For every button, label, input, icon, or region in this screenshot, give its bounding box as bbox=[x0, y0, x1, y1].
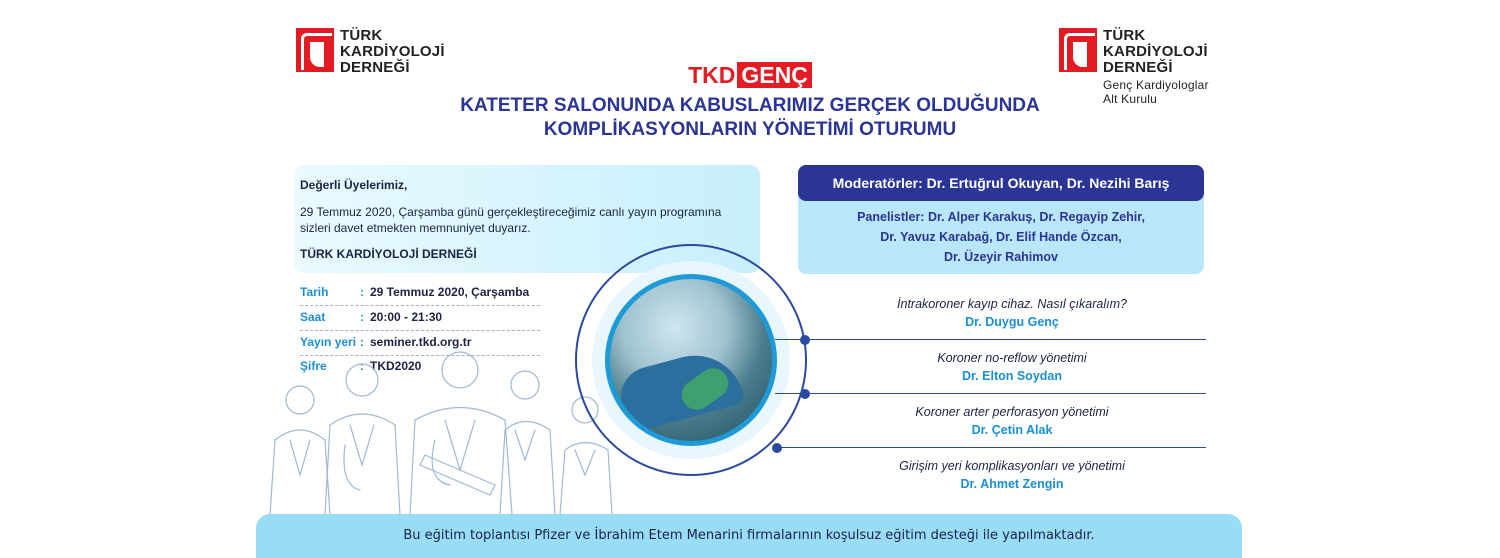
event-title bbox=[0, 94, 1500, 142]
detail-colon: : bbox=[360, 359, 364, 373]
detail-key: Şifre bbox=[300, 359, 327, 373]
invitation-body-line-2: sizleri davet etmekten memnuniyet duyarız. bbox=[300, 221, 531, 235]
session-speaker: Dr. Çetin Alak bbox=[971, 423, 1053, 437]
detail-key: Tarih bbox=[300, 285, 329, 299]
session-divider bbox=[775, 393, 1206, 394]
logo-sub-2: Alt Kurulu bbox=[1103, 92, 1158, 106]
session-topic: Koroner no-reflow yönetimi bbox=[937, 351, 1087, 365]
logo-line-1: TÜRK bbox=[340, 27, 383, 44]
title-line-1: KATETER SALONUNDA KABUSLARIMIZ GERÇEK OLDUĞUNDA bbox=[460, 95, 1040, 116]
detail-colon: : bbox=[360, 335, 364, 349]
greeting: Değerli Üyelerimiz, bbox=[300, 178, 408, 192]
logo-line-3: DERNEĞİ bbox=[1103, 59, 1173, 76]
session-divider bbox=[775, 339, 1206, 340]
title-line-2: KOMPLİKASYONLARIN YÖNETİMİ OTURUMU bbox=[543, 119, 957, 140]
detail-value: 29 Temmuz 2020, Çarşamba bbox=[370, 285, 530, 299]
session-speaker: Dr. Ahmet Zengin bbox=[960, 477, 1064, 491]
logo-line-2: KARDİYOLOJİ bbox=[1103, 43, 1208, 60]
detail-key: Saat bbox=[300, 310, 326, 324]
detail-key: Yayın yeri bbox=[300, 335, 357, 349]
moderators-bar: Moderatörler: Dr. Ertuğrul Okuyan, Dr. Nezihi Barış bbox=[798, 165, 1204, 201]
detail-value: seminer.tkd.org.tr bbox=[370, 335, 472, 349]
tkd-genc-brand bbox=[0, 59, 1500, 89]
panelists-line-2: Dr. Yavuz Karabağ, Dr. Elif Hande Özcan, bbox=[880, 230, 1122, 244]
divider-dot bbox=[800, 389, 810, 399]
detail-value: 20:00 - 21:30 bbox=[370, 310, 443, 324]
tkd-label: TKD bbox=[688, 62, 736, 88]
session-speaker: Dr. Elton Soydan bbox=[961, 369, 1062, 383]
genc-label: GENÇ bbox=[737, 62, 811, 88]
panelists-line-1: Panelistler: Dr. Alper Karakuş, Dr. Regayip Zehir, bbox=[857, 210, 1145, 224]
logo-sub-1: Genç Kardiyologlar bbox=[1103, 78, 1209, 92]
logo-line-1: TÜRK bbox=[1103, 27, 1146, 44]
session-topic: İntrakoroner kayıp cihaz. Nasıl çıkaralım? bbox=[897, 297, 1127, 311]
session-topic: Koroner arter perforasyon yönetimi bbox=[915, 405, 1109, 419]
sponsor-footer: Bu eğitim toplantısı Pfizer ve İbrahim Etem Menarini firmalarının koşulsuz eğitim desteği ile yapılmaktadır. bbox=[256, 514, 1242, 558]
invitation-body-line-1: 29 Temmuz 2020, Çarşamba günü gerçekleştireceğimiz canlı yayın programına bbox=[300, 205, 722, 219]
detail-row-date bbox=[300, 280, 540, 306]
panelists-line-3: Dr. Üzeyir Rahimov bbox=[944, 250, 1058, 264]
detail-colon: : bbox=[360, 285, 364, 299]
invitation-signature: TÜRK KARDİYOLOJİ DERNEĞİ bbox=[300, 247, 477, 261]
detail-row-time bbox=[300, 305, 540, 331]
cath-lab-photo bbox=[605, 274, 777, 446]
detail-value: TKD2020 bbox=[370, 359, 422, 373]
detail-colon: : bbox=[360, 310, 364, 324]
session-speaker: Dr. Duygu Genç bbox=[965, 315, 1059, 329]
session-divider bbox=[775, 447, 1206, 448]
logo-line-3: DERNEĞİ bbox=[340, 59, 410, 76]
session-topic: Girişim yeri komplikasyonları ve yönetimi bbox=[899, 459, 1125, 473]
divider-dot bbox=[772, 443, 782, 453]
logo-line-2: KARDİYOLOJİ bbox=[340, 43, 445, 60]
divider-dot bbox=[800, 335, 810, 345]
